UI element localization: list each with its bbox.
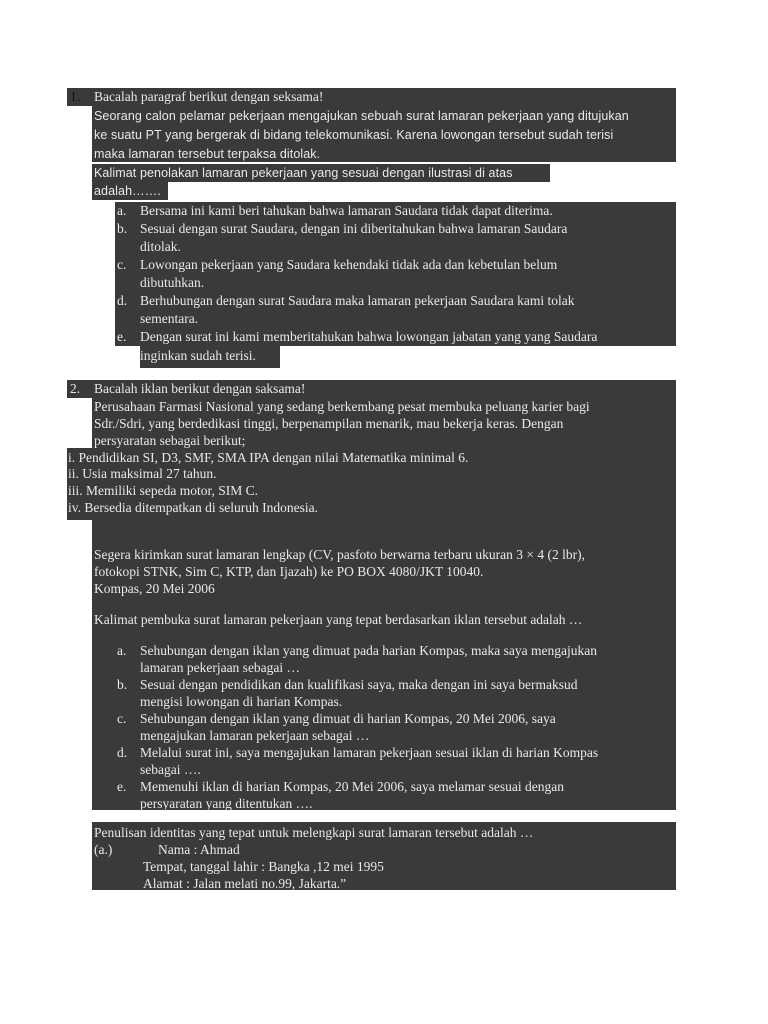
q2-requirement: iii. Memiliki sepeda motor, SIM C.	[68, 483, 258, 498]
q2-option-text: Memenuhi iklan di harian Kompas, 20 Mei 2006, saya melamar sesuai dengan	[140, 779, 565, 794]
q1-option-letter: c.	[117, 257, 127, 272]
q2-identity-question: Penulisan identitas yang tepat untuk melengkapi surat lamaran tersebut adalah …	[94, 825, 534, 840]
q1-instruction: Bacalah paragraf berikut dengan seksama!	[94, 89, 324, 104]
q2-option-text: Sesuai dengan pendidikan dan kualifikasi saya, maka dengan ini saya bermaksud	[140, 677, 578, 692]
q2-closing-line: Segera kirimkan surat lamaran lengkap (CV, pasfoto berwarna terbaru ukuran 3 × 4 (2 lbr),	[94, 547, 585, 562]
q1-option-text: ditolak.	[140, 239, 181, 254]
q2-ad-line: persyaratan sebagai berikut;	[94, 433, 246, 448]
q1-question-line: Kalimat penolakan lamaran pekerjaan yang sesuai dengan ilustrasi di atas	[94, 166, 513, 180]
q1-option-text: Berhubungan dengan surat Saudara maka lamaran pekerjaan Saudara kami tolak	[140, 293, 575, 308]
q1-option-letter: d.	[117, 293, 128, 308]
q1-option-letter: a.	[117, 203, 127, 218]
q2-option-letter: e.	[117, 779, 127, 794]
q1-option-letter: e.	[117, 329, 127, 344]
q2-option-text: sebagai ….	[140, 762, 201, 777]
q2-identity-line: Nama : Ahmad	[158, 842, 240, 857]
q2-option-letter: c.	[117, 711, 127, 726]
q1-option-text: Dengan surat ini kami memberitahukan bahwa lowongan jabatan yang yang Saudara	[140, 329, 598, 344]
q2-question: Kalimat pembuka surat lamaran pekerjaan yang tepat berdasarkan iklan tersebut adalah …	[94, 612, 583, 627]
q2-option-text: Sehubungan dengan iklan yang dimuat di harian Kompas, 20 Mei 2006, saya	[140, 711, 556, 726]
q2-requirement: iv. Bersedia ditempatkan di seluruh Indonesia.	[68, 500, 318, 515]
q2-requirement: i. Pendidikan SI, D3, SMF, SMA IPA dengan nilai Matematika minimal 6.	[68, 450, 469, 465]
q2-option-text: mengisi lowongan di harian Kompas.	[140, 694, 343, 709]
q2-option-text: Melalui surat ini, saya mengajukan lamaran pekerjaan sesuai iklan di harian Kompas	[140, 745, 599, 760]
q1-passage-line: maka lamaran tersebut terpaksa ditolak.	[94, 147, 321, 161]
q2-closing-line: fotokopi STNK, Sim C, KTP, dan Ijazah) ke PO BOX 4080/JKT 10040.	[94, 564, 484, 579]
q2-requirement: ii. Usia maksimal 27 tahun.	[68, 466, 217, 481]
q1-option-text: Lowongan pekerjaan yang Saudara kehendaki tidak ada dan kebetulan belum	[140, 257, 558, 272]
q1-option-text: Bersama ini kami beri tahukan bahwa lamaran Saudara tidak dapat diterima.	[140, 203, 553, 218]
q2-closing-line: Kompas, 20 Mei 2006	[94, 581, 215, 596]
q2-option-letter: d.	[117, 745, 128, 760]
q2-identity-letter: (a.)	[94, 842, 113, 857]
q1-passage-line: ke suatu PT yang bergerak di bidang telekomunikasi. Karena lowongan tersebut sudah terisi	[94, 128, 614, 142]
q2-option-text: persyaratan yang ditentukan ….	[140, 796, 313, 811]
q2-ad-line: Sdr./Sdri, yang berdedikasi tinggi, berpenampilan menarik, mau bekerja keras. Dengan	[94, 416, 564, 431]
q2-option-letter: a.	[117, 643, 127, 658]
q1-option-text: Sesuai dengan surat Saudara, dengan ini diberitahukan bahwa lamaran Saudara	[140, 221, 568, 236]
q2-option-text: mengajukan lamaran pekerjaan sebagai …	[140, 728, 370, 743]
q1-passage-line: Seorang calon pelamar pekerjaan mengajukan sebuah surat lamaran pekerjaan yang ditujukan	[94, 109, 629, 123]
q2-option-text: lamaran pekerjaan sebagai …	[140, 660, 301, 675]
q1-number: 1.	[70, 89, 81, 104]
q2-ad-line: Perusahaan Farmasi Nasional yang sedang berkembang pesat membuka peluang karier bagi	[94, 399, 590, 414]
q2-option-text: Sehubungan dengan iklan yang dimuat pada harian Kompas, maka saya mengajukan	[140, 643, 597, 658]
q1-option-text: sementara.	[140, 311, 199, 326]
q2-identity-line: Alamat : Jalan melati no.99, Jakarta.”	[143, 876, 347, 891]
q1-option-text: dibutuhkan.	[140, 275, 205, 290]
q2-identity-line: Tempat, tanggal lahir : Bangka ,12 mei 1995	[143, 859, 384, 874]
q2-number: 2.	[70, 381, 81, 396]
q1-question-line: adalah…….	[94, 184, 161, 198]
q2-instruction: Bacalah iklan berikut dengan saksama!	[94, 381, 306, 396]
q1-option-text: inginkan sudah terisi.	[140, 348, 256, 363]
q1-option-letter: b.	[117, 221, 128, 236]
q2-option-letter: b.	[117, 677, 128, 692]
